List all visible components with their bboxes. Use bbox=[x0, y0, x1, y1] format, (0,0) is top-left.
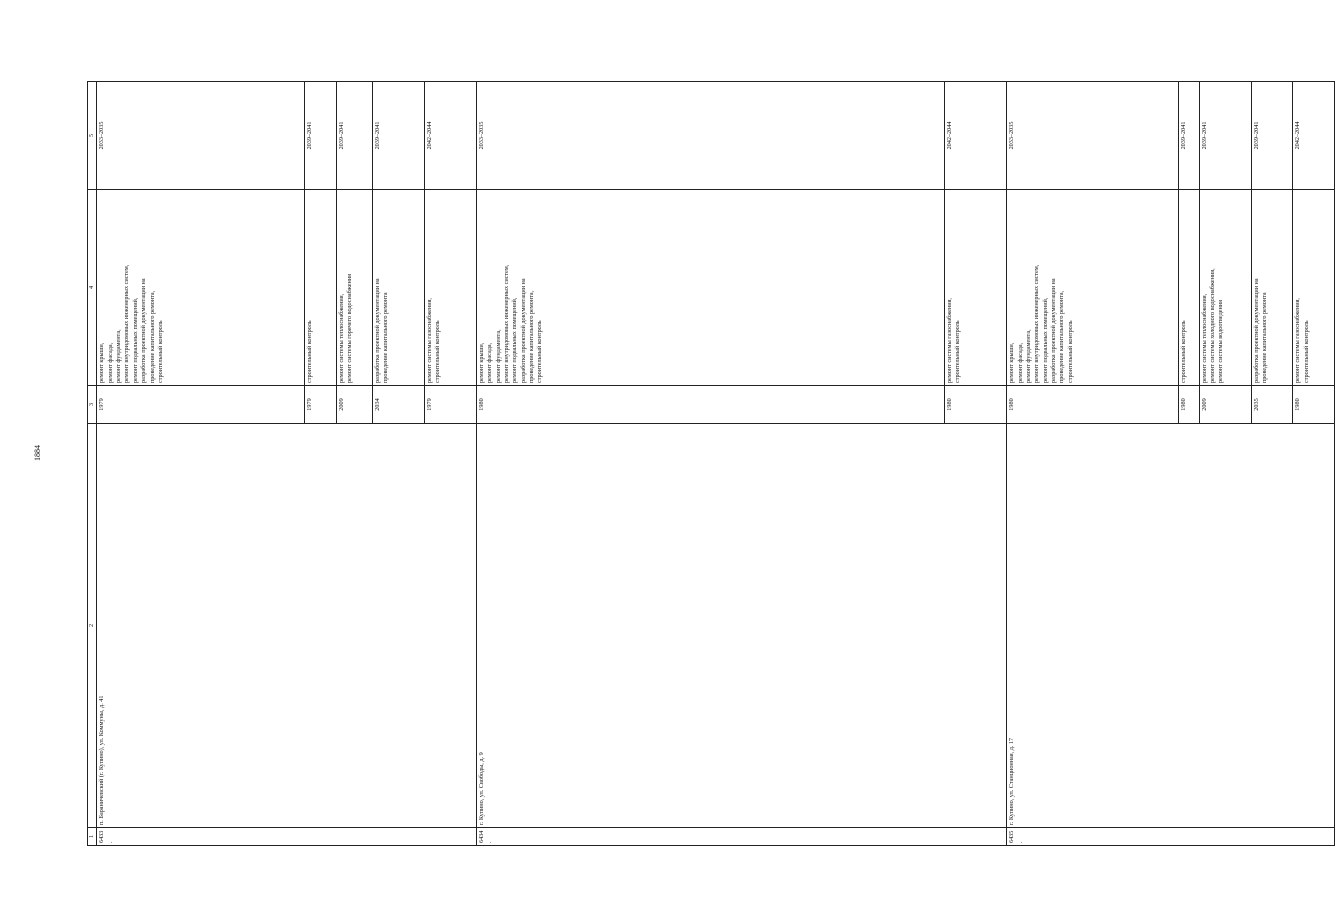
period-cell: 2042–2044 bbox=[424, 82, 476, 190]
period-cell: 2033–2035 bbox=[476, 82, 944, 190]
year-cell: 2035 bbox=[1251, 386, 1293, 424]
works-cell: ремонт крыши, ремонт фасада, ремонт фундамента, ремонт внутридомовых инженерных систем, ремонт подвальных помещений, разработка проектной документации на проведение капитального ремонта, строительный контроль bbox=[97, 190, 305, 386]
row-number-cell: 6435. bbox=[1007, 828, 1335, 846]
works-cell: ремонт крыши, ремонт фасада, ремонт фундамента, ремонт внутридомовых инженерных систем, ремонт подвальных помещений, разработка проектной документации на проведение капитального ремонта, строительный контроль bbox=[476, 190, 944, 386]
header-cell: 4 bbox=[88, 190, 97, 386]
table-row bbox=[97, 82, 305, 846]
table-header-row bbox=[88, 82, 97, 846]
period-cell: 2039–2041 bbox=[372, 82, 424, 190]
header-cell: 1 bbox=[88, 828, 97, 846]
page-number: 1884 bbox=[33, 445, 42, 461]
header-cell: 2 bbox=[88, 424, 97, 828]
year-cell: 1979 bbox=[97, 386, 305, 424]
year-cell: 2009 bbox=[336, 386, 372, 424]
period-cell: 2039–2041 bbox=[1251, 82, 1293, 190]
period-cell: 2039–2041 bbox=[305, 82, 336, 190]
works-cell: разработка проектной документации на проведение капитального ремонта bbox=[372, 190, 424, 386]
year-cell: 1980 bbox=[1007, 386, 1179, 424]
row-number-cell: 6433. bbox=[97, 828, 477, 846]
period-cell: 2042–2044 bbox=[1293, 82, 1335, 190]
year-cell: 1979 bbox=[305, 386, 336, 424]
period-cell: 2039–2041 bbox=[1178, 82, 1199, 190]
works-cell: ремонт системы теплоснабжения, ремонт системы холодного водоснабжения, ремонт системы водоотведения bbox=[1199, 190, 1251, 386]
header-cell: 5 bbox=[88, 82, 97, 190]
works-cell: ремонт системы газоснабжения, строительный контроль bbox=[424, 190, 476, 386]
works-cell: ремонт системы теплоснабжения, ремонт системы горячего водоснабжения bbox=[336, 190, 372, 386]
works-cell: ремонт системы газоснабжения, строительный контроль bbox=[1293, 190, 1335, 386]
period-cell: 2039–2041 bbox=[336, 82, 372, 190]
year-cell: 1980 bbox=[1293, 386, 1335, 424]
header-cell: 3 bbox=[88, 386, 97, 424]
table-landscape bbox=[87, 82, 1310, 846]
repair-schedule-table bbox=[87, 81, 1335, 846]
year-cell: 1980 bbox=[944, 386, 1006, 424]
works-cell: строительный контроль bbox=[1178, 190, 1199, 386]
period-cell: 2042–2044 bbox=[944, 82, 1006, 190]
row-number-cell: 6434. bbox=[476, 828, 1006, 846]
period-cell: 2033–2035 bbox=[1007, 82, 1179, 190]
period-cell: 2033–2035 bbox=[97, 82, 305, 190]
address-cell: г. Купино, ул. Свободы, д. 9 bbox=[476, 424, 1006, 828]
works-cell: строительный контроль bbox=[305, 190, 336, 386]
table-row bbox=[1007, 82, 1179, 846]
works-cell: разработка проектной документации на проведение капитального ремонта bbox=[1251, 190, 1293, 386]
rotated-table-frame bbox=[87, 82, 1310, 846]
year-cell: 1980 bbox=[476, 386, 944, 424]
year-cell: 1979 bbox=[424, 386, 476, 424]
works-cell: ремонт системы газоснабжения, строительный контроль bbox=[944, 190, 1006, 386]
address-cell: г. Купино, ул. Станционная, д. 17 bbox=[1007, 424, 1335, 828]
period-cell: 2039–2041 bbox=[1199, 82, 1251, 190]
address-cell: п. Бараничевский (г. Купино), ул. Коммуны, д. 41 bbox=[97, 424, 477, 828]
table-row bbox=[476, 82, 944, 846]
year-cell: 2034 bbox=[372, 386, 424, 424]
works-cell: ремонт крыши, ремонт фасада, ремонт фундамента, ремонт внутридомовых инженерных систем, ремонт подвальных помещений, разработка проектной документации на проведение капитального ремонта, строительный контроль bbox=[1007, 190, 1179, 386]
year-cell: 2009 bbox=[1199, 386, 1251, 424]
year-cell: 1980 bbox=[1178, 386, 1199, 424]
